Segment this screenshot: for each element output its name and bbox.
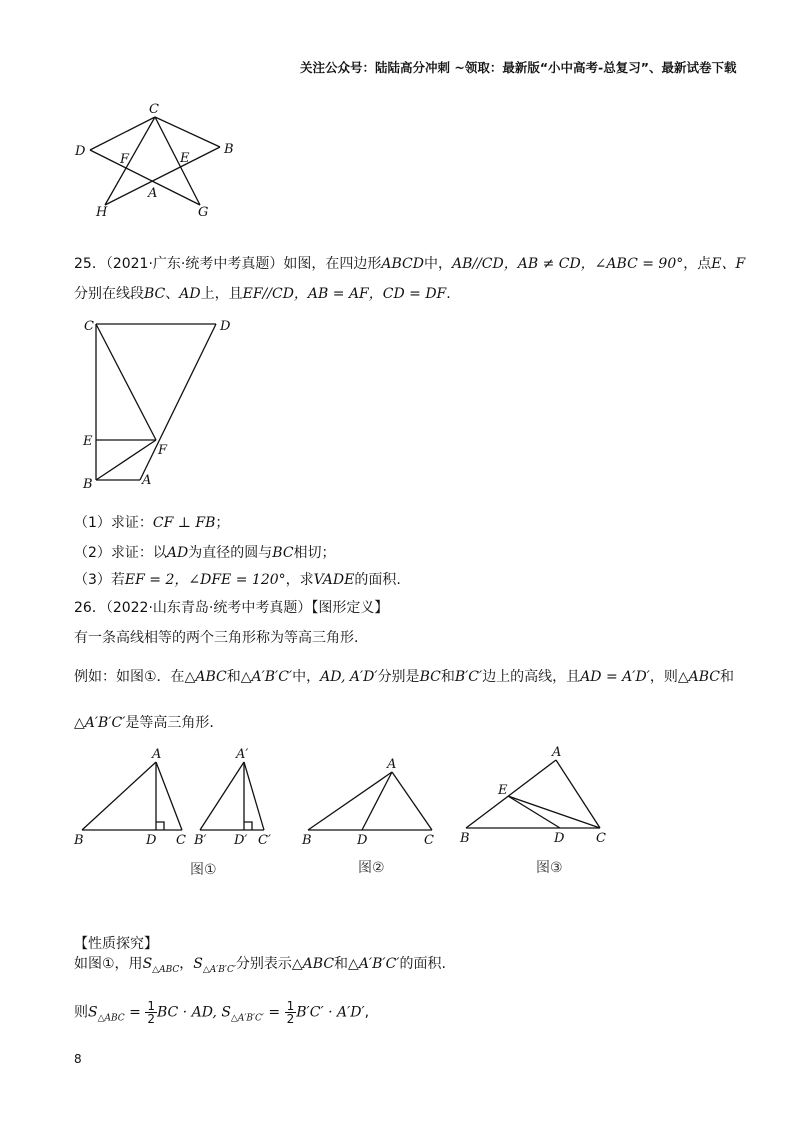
q25-text: 上，且 bbox=[200, 286, 243, 302]
q25-part2-ad: AD bbox=[166, 545, 189, 561]
q26-tri-abc: △ABC bbox=[291, 956, 335, 972]
q25-text: . bbox=[446, 286, 451, 302]
q25-part3-triangle: VADE bbox=[313, 572, 355, 588]
star-label-a: A bbox=[148, 186, 158, 201]
star-label-b: B bbox=[224, 142, 234, 157]
q26-property-line bbox=[74, 954, 446, 980]
star-label-h: H bbox=[96, 205, 108, 220]
q25-points: E、F bbox=[711, 256, 746, 272]
q25-text: 相切； bbox=[293, 545, 336, 561]
q25-text: ； bbox=[215, 515, 230, 531]
q26-text: 中， bbox=[292, 669, 321, 685]
q26-text: 边上的高线，且 bbox=[482, 669, 581, 685]
q25-text: 的面积. bbox=[354, 572, 401, 588]
q25-text: 、 bbox=[165, 286, 180, 302]
q25-label-e: E bbox=[83, 434, 93, 449]
fig1-label-a: A bbox=[152, 747, 162, 762]
q26-equal-heights: AD = A′D′ bbox=[580, 669, 650, 685]
frac-den: 2 bbox=[147, 1012, 155, 1026]
fig3-triangle bbox=[466, 760, 600, 828]
fig3-label-d: D bbox=[554, 831, 565, 846]
q26-area-sub: △ABC bbox=[152, 964, 180, 975]
page-number: 8 bbox=[74, 1052, 82, 1066]
q26-text: 和 bbox=[720, 669, 734, 685]
q25-label-b: B bbox=[83, 477, 93, 492]
q26-tri-apbpcp: △A′B′C′ bbox=[240, 669, 293, 685]
q26-area-symbol: S bbox=[88, 1004, 98, 1021]
fig2-label-c: C bbox=[424, 833, 434, 848]
q26-figures bbox=[70, 742, 630, 882]
q26-term2: B′C′ · A′D′ bbox=[296, 1004, 365, 1021]
q25-label-d: D bbox=[220, 319, 231, 334]
fig3-label-e: E bbox=[498, 783, 508, 798]
q26-definition: 有一条高线相等的两个三角形称为等高三角形. bbox=[74, 630, 359, 646]
frac-den: 2 bbox=[286, 1012, 295, 1026]
q25-label-f: F bbox=[158, 443, 168, 458]
fig3-caption: 图③ bbox=[536, 860, 563, 876]
q25-part3 bbox=[74, 570, 401, 590]
q26-text: 和 bbox=[440, 669, 455, 685]
q25-part2-bc: BC bbox=[272, 545, 294, 561]
fig1-label-bp: B′ bbox=[194, 833, 207, 848]
q26-area-symbol: S bbox=[221, 1004, 231, 1021]
q25-part3-label: （3）若 bbox=[74, 572, 125, 588]
fig2-label-b: B bbox=[302, 833, 312, 848]
q25-seg-ad: AD bbox=[179, 286, 201, 302]
q26-text: ，则 bbox=[649, 669, 678, 685]
q26-fraction-half bbox=[145, 1000, 157, 1025]
q25-part3-math: EF = 2，∠DFE = 120° bbox=[124, 572, 286, 588]
q25-seg-bc: BC bbox=[144, 286, 166, 302]
q26-area-symbol: S bbox=[193, 956, 203, 972]
fig1-label-ap: A′ bbox=[236, 747, 249, 762]
q25-line2 bbox=[74, 284, 451, 304]
fig1-label-dp: D′ bbox=[234, 833, 248, 848]
page-header: 关注公众号：陆陆高分冲刺 ~领取：最新版“小中高考-总复习”、最新试卷下载 bbox=[300, 60, 737, 75]
q25-condition2: EF//CD，AB = AF，CD = DF bbox=[242, 286, 447, 302]
q25-text: 分别在线段 bbox=[74, 286, 144, 302]
fig2-label-d: D bbox=[357, 833, 368, 848]
star-label-c: C bbox=[149, 102, 159, 117]
fig1-label-b: B bbox=[74, 833, 84, 848]
frac-num: 1 bbox=[147, 999, 155, 1013]
q26-text: 和 bbox=[226, 669, 241, 685]
q26-bpcp: B′C′ bbox=[454, 669, 483, 685]
q26-text: 例如：如图①．在 bbox=[74, 669, 185, 685]
q26-text: 分别是 bbox=[377, 669, 420, 685]
fig2-label-a: A bbox=[387, 757, 397, 772]
frac-num: 1 bbox=[286, 999, 295, 1013]
q26-text: , bbox=[364, 1004, 370, 1021]
q26-tri-apbpcp: △A′B′C′ bbox=[74, 715, 126, 731]
q25-part1 bbox=[74, 513, 229, 533]
q26-text: 如图①，用 bbox=[74, 956, 143, 972]
fig3-label-a: A bbox=[552, 745, 562, 760]
fig1-label-c: C bbox=[176, 833, 186, 848]
q25-part1-label: （1）求证： bbox=[74, 515, 153, 531]
star-figure bbox=[70, 95, 250, 225]
q26-text: 的面积. bbox=[399, 956, 446, 972]
q26-fraction-half bbox=[285, 1000, 297, 1025]
q26-title: 26．（2022·山东青岛·统考中考真题）【图形定义】 bbox=[74, 600, 389, 616]
q26-text: 和 bbox=[334, 956, 349, 972]
q26-formula bbox=[74, 1000, 369, 1028]
q26-property-title: 【性质探究】 bbox=[74, 936, 158, 952]
q25-label-a: A bbox=[142, 473, 152, 488]
star-label-g: G bbox=[198, 205, 209, 220]
fig1-triangle-apbpcp bbox=[200, 762, 264, 830]
q25-text: 中， bbox=[423, 256, 452, 272]
q26-area-symbol: S bbox=[142, 956, 153, 972]
q26-equals: = bbox=[124, 1004, 146, 1021]
q25-condition1: AB//CD，AB ≠ CD，∠ABC = 90° bbox=[451, 256, 684, 272]
fig3-label-c: C bbox=[596, 831, 606, 846]
q26-heights: AD, A′D′ bbox=[320, 669, 378, 685]
star-label-d: D bbox=[75, 144, 86, 159]
q26-tri-abc: △ABC bbox=[184, 669, 227, 685]
q26-tri-abc: △ABC bbox=[677, 669, 720, 685]
fig1-label-d: D bbox=[146, 833, 157, 848]
star-label-f: F bbox=[120, 152, 130, 167]
q26-text: 分别表示 bbox=[235, 956, 292, 972]
q25-text: ，点 bbox=[683, 256, 712, 272]
q25-quad: ABCD bbox=[381, 256, 424, 272]
q26-area-sub: △A′B′C′ bbox=[230, 1013, 264, 1024]
q25-figure bbox=[76, 312, 246, 494]
q26-equals: = bbox=[263, 1004, 285, 1021]
fig3-label-b: B bbox=[460, 831, 470, 846]
fig2-triangle bbox=[308, 772, 432, 830]
q26-area-sub: △ABC bbox=[97, 1013, 125, 1024]
q25-intro: 25．（2021·广东·统考中考真题）如图，在四边形 bbox=[74, 256, 382, 272]
q26-tri-apbpcp: △A′B′C′ bbox=[348, 956, 400, 972]
q25-text: ，求 bbox=[285, 572, 314, 588]
q26-text: 则 bbox=[74, 1004, 88, 1021]
q25-text: 为直径的圆与 bbox=[188, 545, 273, 561]
q25-part2 bbox=[74, 543, 336, 563]
q25-label-c: C bbox=[84, 319, 94, 334]
q25-part2-label: （2）求证：以 bbox=[74, 545, 167, 561]
q26-example-line1 bbox=[74, 667, 734, 687]
star-label-e: E bbox=[180, 151, 190, 166]
fig2-caption: 图② bbox=[358, 860, 385, 876]
q26-example-line2 bbox=[74, 713, 214, 733]
q26-area-sub: △A′B′C′ bbox=[202, 964, 236, 975]
q26-text: 是等高三角形. bbox=[125, 715, 214, 731]
q25-line1 bbox=[74, 254, 745, 274]
fig1-label-cp: C′ bbox=[258, 833, 271, 848]
fig1-triangle-abc bbox=[82, 762, 182, 830]
q26-bc: BC bbox=[419, 669, 441, 685]
q25-part1-math: CF ⊥ FB bbox=[152, 515, 216, 531]
fig1-caption: 图① bbox=[190, 862, 217, 878]
q26-text: ， bbox=[179, 956, 194, 972]
q26-term1: BC · AD, bbox=[156, 1004, 222, 1021]
